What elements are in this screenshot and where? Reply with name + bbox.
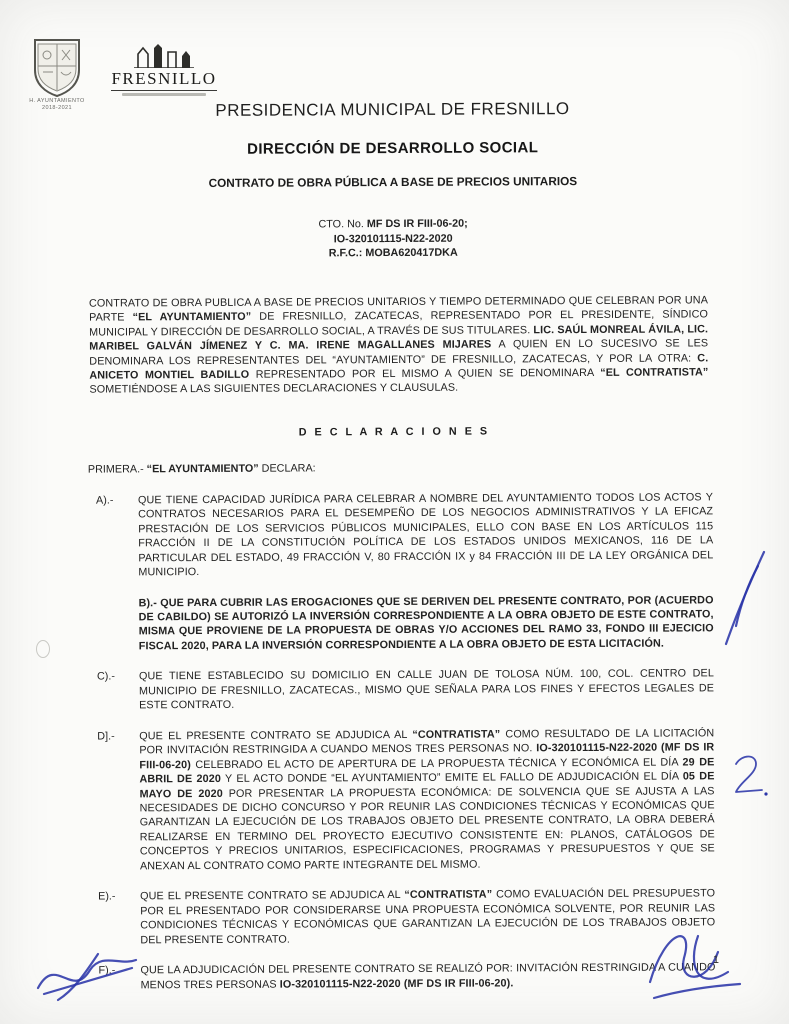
fresnillo-wordmark: FRESNILLO (111, 69, 216, 91)
declaration-item-e (98, 887, 715, 948)
item-text-f: QUE LA ADJUDICACIÓN DEL PRESENTE CONTRATO SE REALIZÓ POR: INVITACIÓN RESTRINGIDA A CUANDO MENOS TRES PERSONAS IO-320101115-N22-2020 (MF DS IR FIII-06-20). (140, 961, 716, 991)
page-title: PRESIDENCIA MUNICIPAL DE FRESNILLO (215, 99, 570, 120)
contract-number-block (0, 215, 788, 263)
item-text-d: QUE EL PRESENTE CONTRATO SE ADJUDICA AL “CONTRATISTA” COMO RESULTADO DE LA LICITACIÓN POR INVITACIÓN RESTRINGIDA A CUANDO MENOS TRES PERSONAS NO. IO-320101115-N22-2020 (MF DS IR FIII-06-20) CELEBRADO EL ACTO DE APERTURA DE LA PROPUESTA TÉCNICA Y ECONÓMICA EL DÍA 29 DE ABRIL DE 2020 Y EL ACTO DONDE “EL AYUNTAMIENTO” EMITE EL FALLO DE ADJUDICACIÓN EL DÍA 05 DE MAYO DE 2020 POR PRESENTAR LA PROPUESTA ECONÓMICA: DE SOLVENCIA QUE SE AJUSTA A LAS NECESIDADES DE DICHO CONCURSO Y POR REUNIR LAS CONDICIONES TÉCNICAS Y ECONÓMICAS QUE GARANTIZAN LA EJECUCIÓN DE LOS TRABAJOS OBJETO DEL PRESENTE CONTRATO, LA OBRA DEBERÁ REALIZARSE EN TERMINO DEL PROYECTO EJECUTIVO CONSISTENTE EN: PLANOS, CATÁLOGOS DE CONCEPTOS Y PRECIOS UNITARIOS, ESPECIFICACIONES, PROGRAMAS Y PRESUPUESTOS Y QUE SE ANEXAN AL CONTRATO COMO PARTE INTEGRANTE DEL MISMO. (139, 727, 715, 873)
item-label-c: C).- (96, 670, 115, 683)
scan-artifact (36, 640, 50, 658)
item-label-a: A).- (95, 494, 114, 507)
department-title: DIRECCIÓN DE DESARROLLO SOCIAL (247, 139, 539, 158)
item-label-b (97, 596, 139, 654)
declaration-item-f (98, 960, 715, 992)
item-label-d: D].- (97, 730, 115, 743)
declaration-item-b (97, 593, 714, 654)
contract-number-line-2: IO-320101115-N22-2020 (333, 232, 453, 245)
item-label-f: F).- (98, 964, 116, 977)
declaration-item-a (96, 490, 713, 580)
contract-type-title: CONTRATO DE OBRA PÚBLICA A BASE DE PRECIOS UNITARIOS (208, 174, 578, 190)
signature-right (636, 920, 746, 1010)
item-label-e: E).- (98, 890, 116, 903)
margin-mark-2 (728, 752, 770, 800)
crest-caption-line2: 2018-2021 (42, 105, 72, 112)
declaration-item-d (97, 726, 715, 874)
declarations-list (96, 490, 716, 992)
contract-number-line-3: R.F.C.: MOBA620417DKA (328, 246, 458, 260)
page-number: 1 (712, 954, 719, 966)
signature-left (28, 942, 148, 1010)
primera-declaration: PRIMERA.- “EL AYUNTAMIENTO” DECLARA: (87, 462, 316, 476)
item-text-c: QUE TIENE ESTABLECIDO SU DOMICILIO EN CALLE JUAN DE TOLOSA NÚM. 100, COL. CENTRO DEL MUNICIPIO DE FRESNILLO, ZACATECAS., MISMO QUE SEÑALA PARA LOS FINES Y EFECTOS LEGALES DE ESTE CONTRATO. (138, 667, 715, 712)
intro-paragraph: CONTRATO DE OBRA PUBLICA A BASE DE PRECIOS UNITARIOS Y TIEMPO DETERMINADO QUE CELEBRAN POR UNA PARTE “EL AYUNTAMIENTO” DE FRESNILLO, ZACATECAS, REPRESENTADO POR EL PRESIDENTE, SÍNDICO MUNICIPAL Y DIRECCIÓN DE DESARROLLO SOCIAL, A TRAVÉS DE SUS TITULARES. LIC. SAÚL MONREAL ÁVILA, LIC. MARIBEL GALVÁN JÍMENEZ Y C. MA. IRENE MAGALLANES MIJARES A QUIEN EN LO SUCESIVO SE LES DENOMINARA LOS REPRESENTANTES DEL “AYUNTAMIENTO” DE FRESNILLO, ZACATECAS, Y POR LA OTRA: C. ANICETO MONTIEL BADILLO REPRESENTADO POR EL MISMO A QUIEN SE DENOMINARA “EL CONTRATISTA” SOMETIÉNDOSE A LAS SIGUIENTES DECLARACIONES Y CLAUSULAS. (88, 294, 709, 397)
contract-number-line-1: CTO. No. MF DS IR FIII-06-20; (318, 217, 468, 231)
item-text-b: B).- QUE PARA CUBRIR LAS EROGACIONES QUE SE DERIVEN DEL PRESENTE CONTRATO, POR (ACUERDO DE CABILDO) SE AUTORIZÓ LA INVERSIÓN CORRESPONDIENTE A LA OBRA OBJETO DE ESTE CONTRATO, MISMA QUE PROVIENE DE LA PROPUESTA DE OBRAS Y/O ACCIONES DEL RAMO 33, FONDO III EJECICIO FISCAL 2020, PARA LA INVERSIÓN CORRESPONDIENTE A LA OBRA OBJETO DE ESTA LICITACIÓN. (138, 593, 714, 653)
declarations-heading: D E C L A R A C I O N E S (298, 425, 490, 439)
crest-caption-line1: H. AYUNTAMIENTO (29, 98, 85, 104)
item-text-e: QUE EL PRESENTE CONTRATO SE ADJUDICA AL “CONTRATISTA” COMO EVALUACIÓN DEL PRESUPUESTO POR EL PRESENTADO POR CONSIDERARSE UNA PROPUESTA ECONÓMICA SOLVENTE, POR REUNIR LAS CONDICIONES TÉCNICAS Y ECONÓMICAS QUE GARANTIZAN LA EJECUCIÓN DE LOS TRABAJOS OBJETO DEL PRESENTE CONTRATO. (140, 887, 716, 946)
declaration-item-c (97, 667, 714, 714)
margin-mark-1 (716, 548, 776, 648)
item-text-a: QUE TIENE CAPACIDAD JURÍDICA PARA CELEBRAR A NOMBRE DEL AYUNTAMIENTO TODOS LOS ACTOS Y CONTRATOS NECESARIOS PARA EL DESEMPEÑO DE LOS NEGOCIOS ADMINISTRATIVOS Y LA EFICAZ PRESTACIÓN DE LOS SERVICIOS PÚBLICOS MUNICIPALES, ELLO CON BASE EN LOS ARTÍCULOS 115 FRACCIÓN II DE LA CONSTITUCIÓN POLÍTICA DE LOS ESTADOS UNIDOS MEXICANOS, 116 DE LA PARTICULAR DEL ESTADO, 49 FRACCIÓN V, 80 FRACCIÓN IX y 84 FRACCIÓN III DE LA LEY ORGÁNICA DEL MUNICIPIO. (137, 491, 714, 579)
